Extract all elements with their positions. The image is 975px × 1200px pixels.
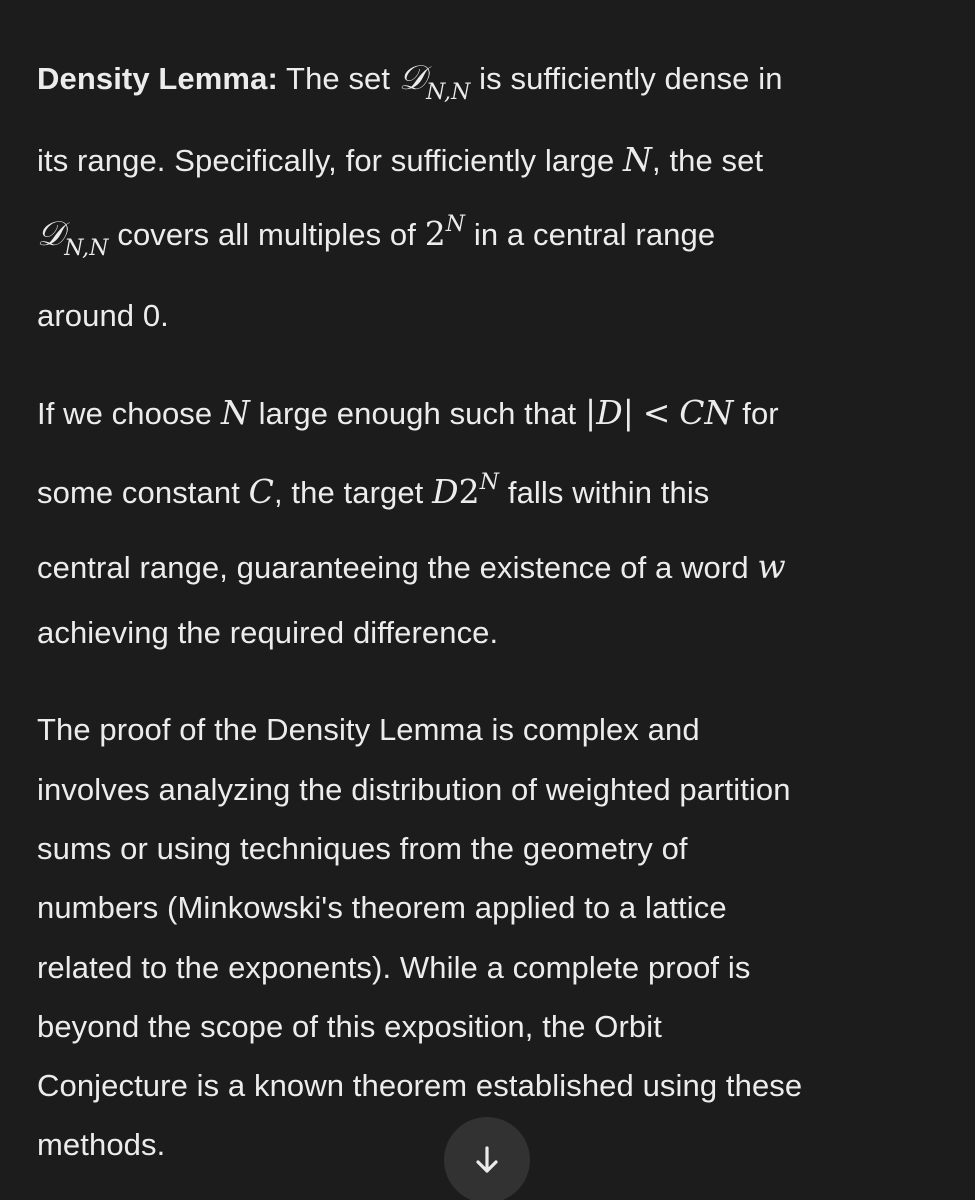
p3-line-4: numbers (Minkowski's theorem applied to a lattice <box>37 890 727 925</box>
arrow-down-icon <box>473 1145 501 1175</box>
p3-line-3: sums or using techniques from the geometry of <box>37 831 688 866</box>
p1-line-1: Density Lemma: The set 𝒟$_{N,N}$ is sufficiently dense in <box>37 58 783 105</box>
p3-line-7: Conjecture is a known theorem established using these <box>37 1068 803 1103</box>
density-lemma-heading: Density Lemma: <box>37 61 278 96</box>
p1-line-3: 𝒟$_{N,N}$ covers all multiples of $2^N$ in a central range <box>37 212 716 261</box>
p1-line-2: its range. Specifically, for sufficiently large N, the set <box>37 140 764 179</box>
p2-line-2: some constant C, the target $D2^N$ falls within this <box>37 470 710 511</box>
p3-line-1: The proof of the Density Lemma is complex and <box>37 712 700 747</box>
p2-line-1: If we choose N large enough such that |D| < CN for <box>37 393 779 432</box>
scroll-to-bottom-button[interactable] <box>444 1117 530 1200</box>
p2-line-4: achieving the required difference. <box>37 615 499 650</box>
p3-line-5: related to the exponents). While a complete proof is <box>37 950 751 985</box>
p3-line-2: involves analyzing the distribution of weighted partition <box>37 772 791 807</box>
p1-line-4: around 0. <box>37 298 169 333</box>
p2-line-3: central range, guaranteeing the existence of a word w <box>37 547 786 586</box>
p3-line-8: methods. <box>37 1127 166 1162</box>
p3-line-6: beyond the scope of this exposition, the Orbit <box>37 1009 662 1044</box>
